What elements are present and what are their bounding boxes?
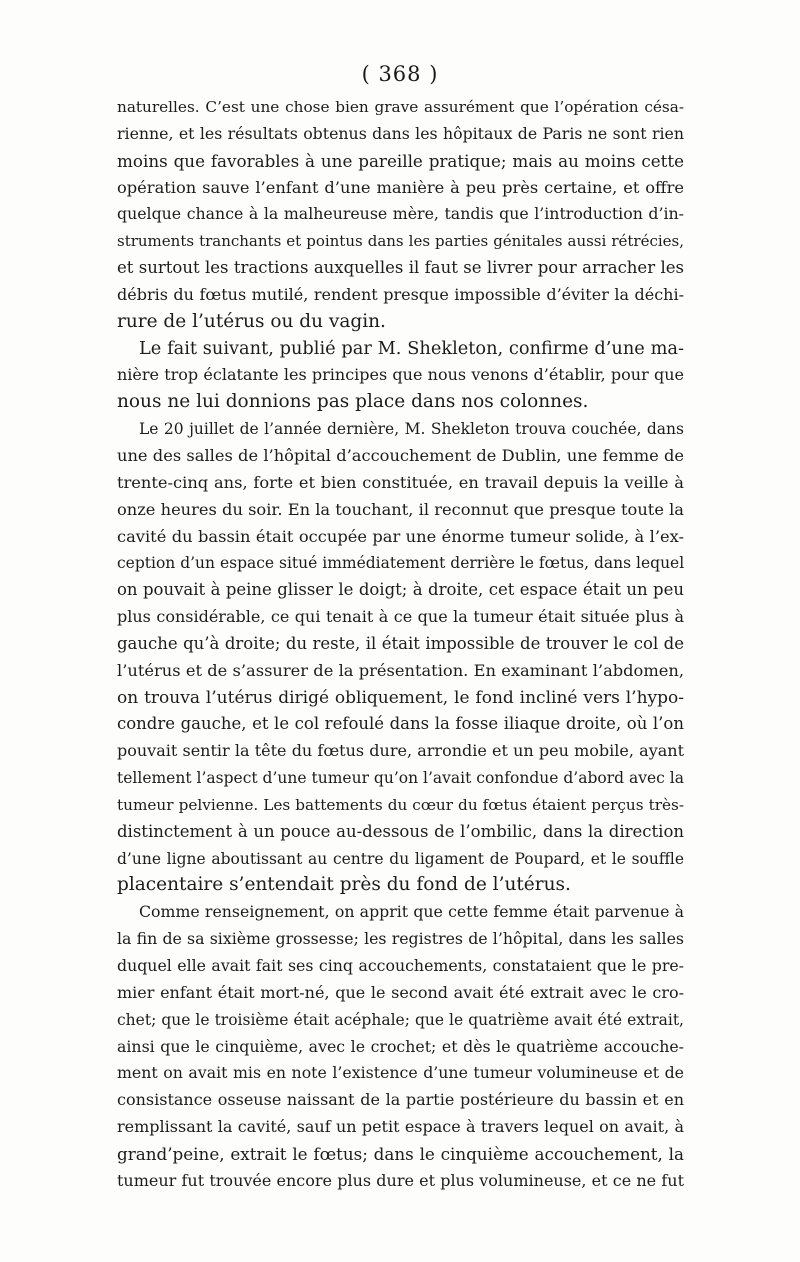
text-line: duquel elle avait fait ses cinq accouchements, constataient que le pre- bbox=[117, 956, 684, 975]
text-line: chet; que le troisième était acéphale; que le quatrième avait été extrait, bbox=[117, 1010, 684, 1029]
text-line: ment on avait mis en note l’existence d’une tumeur volumineuse et de bbox=[117, 1063, 684, 1083]
text-line: débris du fœtus mutilé, rendent presque impossible d’éviter la déchi- bbox=[117, 284, 684, 304]
text-line: distinctement à un pouce au-dessous de l’ombilic, dans la direction bbox=[117, 821, 684, 841]
text-line: gauche qu’à droite; du reste, il était impossible de trouver le col de bbox=[117, 633, 684, 653]
text-line: d’une ligne aboutissant au centre du ligament de Poupard, et le souffle bbox=[117, 849, 684, 868]
text-line: consistance osseuse naissant de la partie postérieure du bassin et en bbox=[117, 1090, 684, 1110]
text-line: tumeur fut trouvée encore plus dure et plus volumineuse, et ce ne fut bbox=[117, 1170, 684, 1190]
text-line: opération sauve l’enfant d’une manière à peu près certaine, et offre bbox=[117, 177, 684, 197]
text-line: onze heures du soir. En la touchant, il reconnut que presque toute la bbox=[117, 499, 684, 519]
text-line: struments tranchants et pointus dans les parties génitales aussi rétrécies, bbox=[117, 232, 684, 251]
text-line: plus considérable, ce qui tenait à ce que la tumeur était située plus à bbox=[117, 607, 684, 627]
text-line: mier enfant était mort-né, que le second avait été extrait avec le cro- bbox=[117, 982, 684, 1002]
paragraph-start-line: Le 20 juillet de l’année dernière, M. Shekleton trouva couchée, dans bbox=[139, 420, 684, 439]
paragraph-end-line: placentaire s’entendait près du fond de l’utérus. bbox=[117, 874, 571, 896]
text-line: remplissant la cavité, sauf un petit espace à travers lequel on avait, à bbox=[117, 1117, 684, 1137]
text-line: une des salles de l’hôpital d’accouchement de Dublin, une femme de bbox=[117, 445, 684, 465]
text-line: quelque chance à la malheureuse mère, tandis que l’introduction d’in- bbox=[117, 204, 684, 224]
paragraph-end-line: nous ne lui donnions pas place dans nos colonnes. bbox=[117, 391, 589, 413]
text-line: on trouva l’utérus dirigé obliquement, le fond incliné vers l’hypo- bbox=[117, 687, 684, 708]
body-text bbox=[117, 94, 684, 1195]
text-line: naturelles. C’est une chose bien grave assurément que l’opération césa- bbox=[117, 98, 684, 116]
text-line: la fin de sa sixième grossesse; les registres de l’hôpital, dans les salles bbox=[117, 929, 684, 949]
text-line: nière trop éclatante les principes que nous venons d’établir, pour que bbox=[117, 365, 684, 385]
text-line: tellement l’aspect d’une tumeur qu’on l’avait confondue d’abord avec la bbox=[117, 769, 684, 788]
text-line: pouvait sentir la tête du fœtus dure, arrondie et un peu mobile, ayant bbox=[117, 741, 684, 761]
text-line: on pouvait à peine glisser le doigt; à droite, cet espace était un peu bbox=[117, 580, 684, 600]
text-line: rienne, et les résultats obtenus dans les hôpitaux de Paris ne sont rien bbox=[117, 123, 684, 143]
text-line: grand’peine, extrait le fœtus; dans le cinquième accouchement, la bbox=[117, 1143, 684, 1164]
text-line: et surtout les tractions auxquelles il faut se livrer pour arracher les bbox=[117, 258, 684, 278]
text-line: trente-cinq ans, forte et bien constituée, en travail depuis la veille à bbox=[117, 472, 684, 492]
page-number: ( 368 ) bbox=[361, 62, 439, 86]
text-line: ainsi que le cinquième, avec le crochet; et dès le quatrième accouche- bbox=[117, 1036, 684, 1056]
text-line: tumeur pelvienne. Les battements du cœur du fœtus étaient perçus très- bbox=[117, 795, 684, 814]
text-line: moins que favorables à une pareille pratique; mais au moins cette bbox=[117, 150, 684, 171]
text-line: cavité du bassin était occupée par une énorme tumeur solide, à l’ex- bbox=[117, 526, 684, 546]
paragraph-start-line: Comme renseignement, on apprit que cette femme était parvenue à bbox=[139, 902, 684, 922]
text-line: condre gauche, et le col refoulé dans la fosse iliaque droite, où l’on bbox=[117, 714, 684, 734]
text-line: ception d’un espace situé immédiatement derrière le fœtus, dans lequel bbox=[117, 554, 685, 573]
text-line: l’utérus et de s’assurer de la présentation. En examinant l’abdomen, bbox=[117, 660, 684, 680]
paragraph-end-line: rure de l’utérus ou du vagin. bbox=[117, 310, 386, 332]
paragraph-start-line: Le fait suivant, publié par M. Shekleton, confirme d’une ma- bbox=[139, 338, 684, 359]
